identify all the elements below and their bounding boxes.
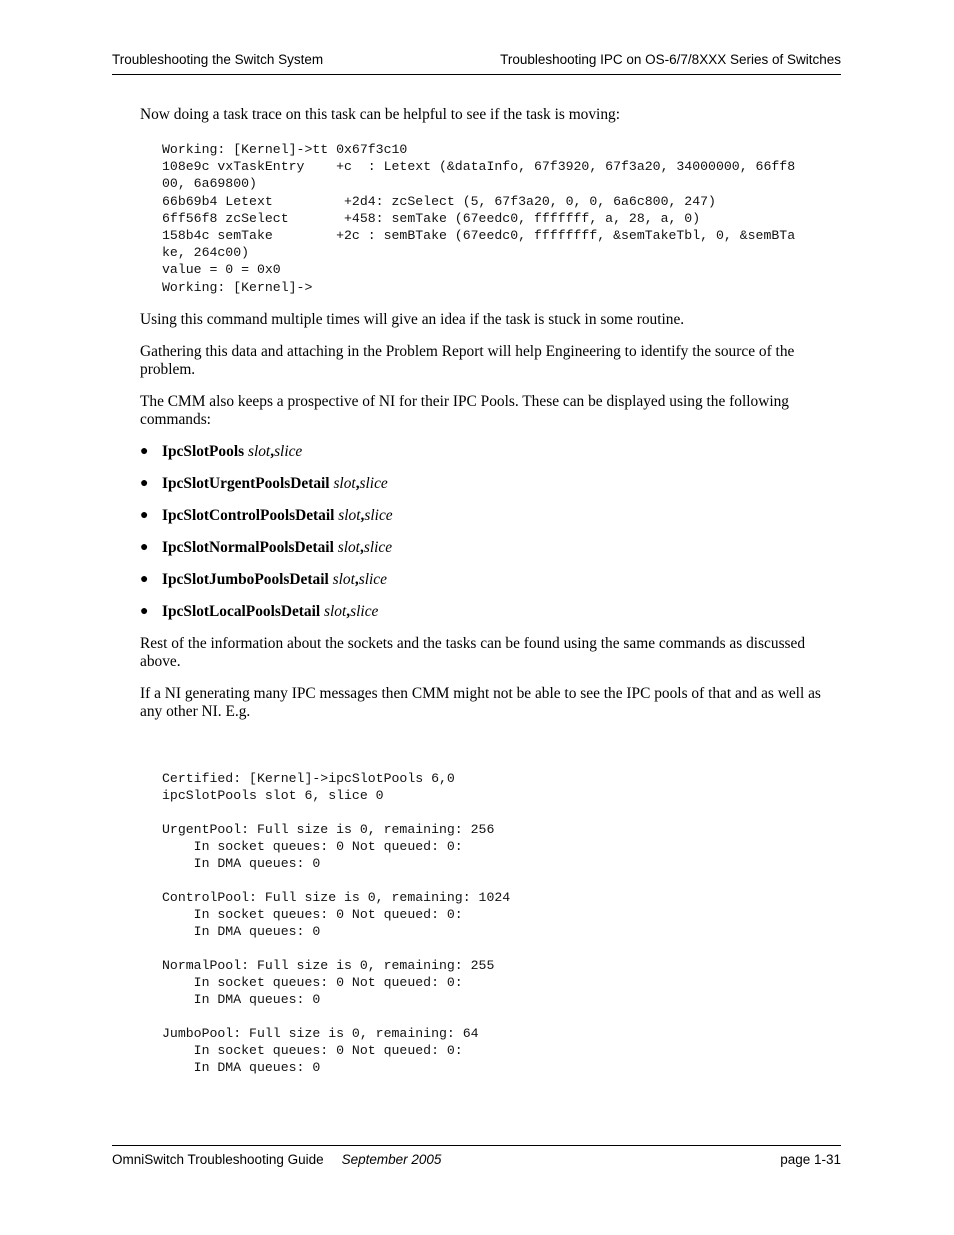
list-item [140, 443, 840, 461]
footer-guide-info [112, 1152, 441, 1167]
list-item [140, 571, 840, 589]
command-name: IpcSlotJumboPoolsDetail [162, 570, 329, 588]
ni-messages-paragraph: If a NI generating many IPC messages then CMM might not be able to see the IPC pools of that and as well as any other NI. E.g. [140, 684, 821, 720]
command-name: IpcSlotUrgentPoolsDetail [162, 474, 330, 492]
command-arg-slot: slot [332, 570, 355, 588]
command-arg-separator: , [359, 538, 364, 556]
list-item [140, 507, 840, 525]
command-name: IpcSlotNormalPoolsDetail [162, 538, 334, 556]
command-arg-separator: , [270, 442, 275, 460]
bullet-icon: ● [140, 571, 149, 587]
rest-info-paragraph: Rest of the information about the sockets and the tasks can be found using the same commands as discussed above. [140, 634, 806, 670]
command-arg-separator: , [360, 506, 365, 524]
list-item [140, 539, 840, 557]
command-list [140, 443, 840, 621]
command-arg-slice: slice [359, 474, 388, 492]
page-footer [112, 1145, 841, 1167]
multiple-times-paragraph: Using this command multiple times will give an idea if the task is stuck in some routine. [140, 310, 685, 328]
bullet-icon: ● [140, 475, 149, 491]
command-arg-separator: , [355, 474, 360, 492]
task-trace-code-block: Working: [Kernel]->tt 0x67f3c10 108e9c vxTaskEntry +c : Letext (&dataInfo, 67f3920, 67f3a20, 34000000, 66ff8 00, 6a69800) 66b69b4 Letext +2d4: zcSelect (5, 67f3a20, 0, 0, 6a6c800, 247) 6ff56f8 zcSelect +458: semTake (67eedc0, fffffff, a, 28, a, 0) 158b4c semTake +2c : semBTake (67eedc0, ffffffff, &semTakeTbl, 0, &semBTa ke, 264c00) value = 0 = 0x0 Working: [Kernel]-> [162, 142, 796, 295]
command-arg-slice: slice [350, 602, 379, 620]
command-arg-slot: slot [324, 602, 347, 620]
command-arg-separator: , [346, 602, 351, 620]
page-content [140, 106, 840, 1076]
command-arg-slice: slice [364, 506, 393, 524]
page-header [112, 50, 841, 75]
footer-date: September 2005 [341, 1152, 442, 1167]
gather-data-paragraph: Gathering this data and attaching in the Problem Report will help Engineering to identify the source of the problem. [140, 342, 795, 378]
command-name: IpcSlotControlPoolsDetail [162, 506, 335, 524]
footer-page-number: page 1-31 [780, 1152, 841, 1167]
command-arg-slot: slot [338, 506, 361, 524]
bullet-icon: ● [140, 603, 149, 619]
footer-guide-title: OmniSwitch Troubleshooting Guide [112, 1152, 324, 1167]
bullet-icon: ● [140, 539, 149, 555]
command-name: IpcSlotPools [162, 442, 245, 460]
command-arg-slice: slice [274, 442, 303, 460]
cmm-pools-paragraph: The CMM also keeps a prospective of NI for their IPC Pools. These can be displayed using the following commands: [140, 392, 789, 428]
command-name: IpcSlotLocalPoolsDetail [162, 602, 321, 620]
command-arg-slot: slot [333, 474, 356, 492]
command-arg-slot: slot [247, 442, 271, 460]
intro-paragraph: Now doing a task trace on this task can be helpful to see if the task is moving: [140, 106, 620, 123]
bullet-icon: ● [140, 507, 149, 523]
command-arg-slice: slice [363, 538, 393, 556]
list-item [140, 475, 840, 493]
list-item [140, 603, 840, 621]
header-section-title: Troubleshooting IPC on OS-6/7/8XXX Series of Switches [500, 52, 841, 67]
bullet-icon: ● [140, 443, 149, 459]
ipc-pools-code-block: Certified: [Kernel]->ipcSlotPools 6,0 ipcSlotPools slot 6, slice 0 UrgentPool: Full size is 0, remaining: 256 In socket queues: 0 Not queued: 0: In DMA queues: 0 ControlPool: Full size is 0, remaining: 1024 In socket queues: 0 Not queued: 0: In DMA queues: 0 NormalPool: Full size is 0, remaining: 255 In socket queues: 0 Not queued: 0: In DMA queues: 0 JumboPool: Full size is 0, remaining: 64 In socket queues: 0 Not queued: 0: In DMA queues: 0 [162, 770, 511, 1075]
header-chapter-title: Troubleshooting the Switch System [112, 52, 324, 67]
command-arg-separator: , [354, 570, 359, 588]
command-arg-slot: slot [337, 538, 360, 556]
command-arg-slice: slice [358, 570, 387, 588]
